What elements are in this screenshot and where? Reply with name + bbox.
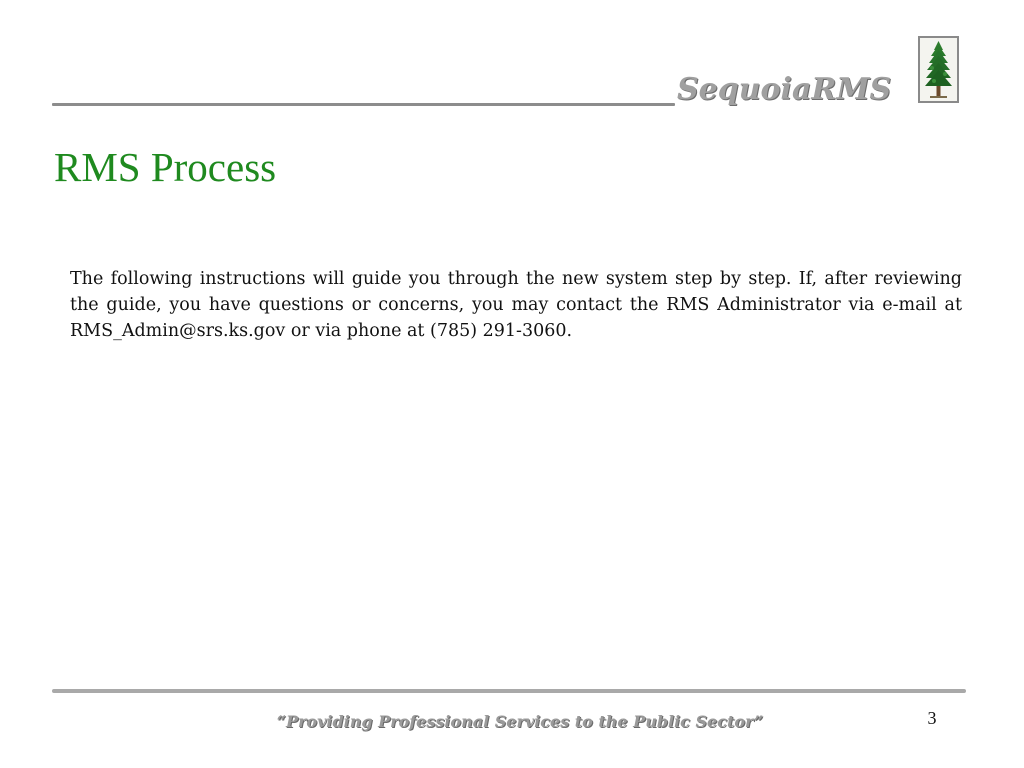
slide-title: RMS Process: [54, 144, 277, 190]
page-number: 3: [927, 708, 937, 728]
footer-tagline: “Providing Professional Services to the Public Sector”: [276, 712, 764, 731]
brand-name: SequoiaRMS: [677, 72, 892, 107]
footer-divider: [52, 689, 966, 693]
instructions-paragraph: The following instructions will guide you through the new system step by step. If, after reviewing the guide, you have questions or concerns, you may contact the RMS Administrator via e-mail at RMS_Admin@srs.ks.gov or via phone at (785) 291-3060.: [70, 269, 962, 341]
header-divider: [52, 103, 675, 106]
sequoia-tree-icon: [918, 36, 959, 103]
